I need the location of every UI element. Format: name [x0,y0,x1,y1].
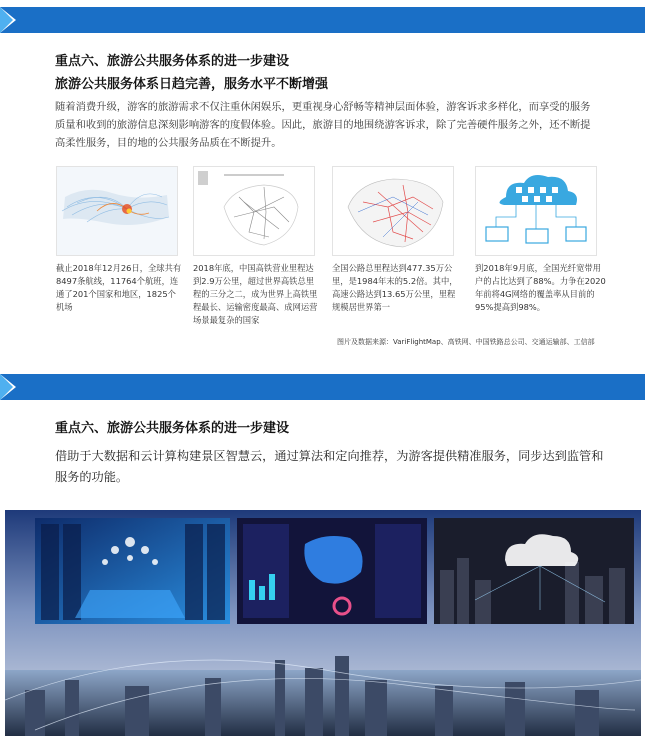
section-2-paragraph: 借助于大数据和云计算构建景区智慧云，通过算法和定向推荐，为游客提供精准服务，同步达到监管和服务的功能。 [55,449,604,484]
caption-highway: 全国公路总里程达到477.35万公里，是1984年末的5.2倍。其中，高速公路达到13.65万公里，里程规模居世界第一 [332,263,458,312]
flight-routes-map-image [56,166,178,256]
highway-network-map-image [332,166,454,256]
section-1-subtitle: 旅游公共服务体系日趋完善，服务水平不断增强 [55,77,329,92]
caption-broadband: 到2018年9月底，全国光纤宽带用户的占比达到了88%。力争在2020年前将4G网络的覆盖率从目前的95%提高到98%。 [475,263,606,312]
high-speed-rail-map-image [193,166,315,256]
section-1-paragraph: 随着消费升级，游客的旅游需求不仅注重休闲娱乐，更重视身心舒畅等精神层面体验，游客诉求多样化，而享受的服务质量和收到的旅游信息深刻影响游客的度假体验。因此，旅游目的地围绕游客诉求，除了完善硬件服务之外，还不断提高柔性服务，目的地的公共服务品质在不断提升。 [55,101,591,149]
section-1-title: 重点六、旅游公共服务体系的进一步建设 [55,54,290,69]
banner-arrow-accent-icon [0,374,13,400]
section-banner-1 [0,7,645,33]
banner-arrow-accent-icon [0,7,13,33]
section-banner-2 [0,374,645,400]
smart-cloud-city-image [5,510,641,736]
image-source-note: 图片及数据来源：VariFlightMap、高铁网、中国铁路总公司、交通运输部、工信部 [337,338,595,346]
broadband-network-illustration [475,166,597,256]
caption-rail: 2018年底，中国高铁营业里程达到2.9万公里，超过世界高铁总里程的三分之二，成为世界上高铁里程最长、运输密度最高、成网运营场景最复杂的国家 [193,263,318,325]
caption-flights: 截止2018年12月26日，全球共有8497条航线，11764个航班，连通了201个国家和地区，1825个机场 [56,263,182,312]
section-2-title: 重点六、旅游公共服务体系的进一步建设 [55,421,290,436]
